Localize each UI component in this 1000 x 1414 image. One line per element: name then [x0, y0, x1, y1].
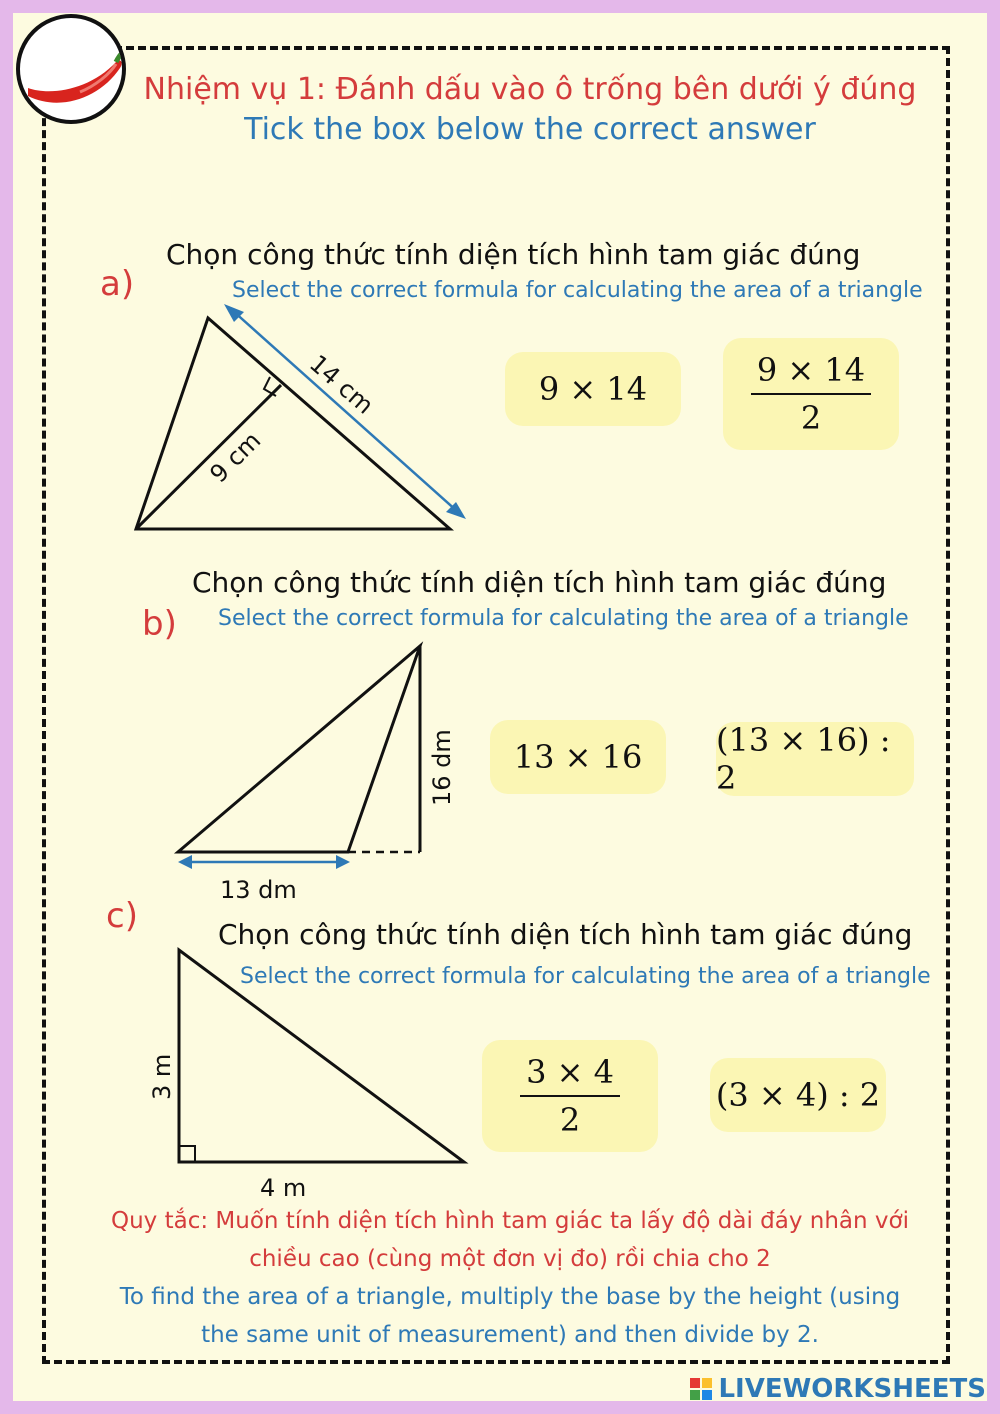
height-label-b: 16 dm — [428, 729, 456, 806]
option-a2-fraction — [751, 351, 871, 437]
fraction-denominator: 2 — [800, 399, 822, 437]
title-english: Tick the box below the correct answer — [244, 112, 816, 147]
fraction-denominator: 2 — [559, 1101, 581, 1139]
option-b1-text: 13 × 16 — [513, 738, 643, 776]
triangle-a-height — [136, 385, 281, 529]
base-dimension-line — [232, 310, 458, 512]
question-b-prompt-en: Select the correct formula for calculating the area of a triangle — [218, 606, 909, 631]
option-a1-text: 9 × 14 — [538, 370, 648, 408]
question-a-prompt-vi: Chọn công thức tính diện tích hình tam giác đúng — [166, 238, 861, 271]
arrow-head-icon — [178, 855, 192, 869]
option-c1-fraction — [520, 1053, 620, 1139]
rule-vi-line1: Quy tắc: Muốn tính diện tích hình tam giác ta lấy độ dài đáy nhân với — [111, 1208, 909, 1234]
option-b2-box[interactable] — [716, 722, 914, 796]
liveworksheets-logo — [690, 1374, 986, 1404]
question-a-letter: a) — [100, 264, 135, 304]
fraction-numerator: 9 × 14 — [751, 351, 871, 395]
triangle-c — [179, 950, 464, 1162]
logo-badge — [16, 14, 126, 124]
option-c2-text: (3 × 4) : 2 — [715, 1076, 881, 1114]
right-angle-mark — [179, 1146, 195, 1162]
option-a2-box[interactable] — [723, 338, 899, 450]
question-c-letter: c) — [106, 896, 138, 936]
height-label-a: 9 cm — [204, 426, 267, 489]
rule-en-line1: To find the area of a triangle, multiply the base by the height (using — [119, 1284, 901, 1310]
question-c-prompt-vi: Chọn công thức tính diện tích hình tam giác đúng — [218, 918, 913, 951]
height-label-c: 3 m — [148, 1053, 176, 1100]
rule-en-line2: the same unit of measurement) and then divide by 2. — [201, 1322, 819, 1348]
option-c1-box[interactable] — [482, 1040, 658, 1152]
triangle-a — [136, 318, 450, 529]
question-a-prompt-en: Select the correct formula for calculating the area of a triangle — [232, 278, 923, 303]
fraction-numerator: 3 × 4 — [520, 1053, 620, 1097]
question-b-prompt-vi: Chọn công thức tính diện tích hình tam giác đúng — [192, 566, 887, 599]
triangle-c-figure — [140, 940, 480, 1205]
option-b1-box[interactable] — [490, 720, 666, 794]
base-label-a: 14 cm — [304, 349, 379, 420]
arrow-head-icon — [336, 855, 350, 869]
base-label-b: 13 dm — [220, 876, 297, 904]
triangle-a-figure — [120, 300, 480, 540]
brand-text: LIVEWORKSHEETS — [718, 1374, 986, 1404]
rule-vi-line2: chiều cao (cùng một đơn vị đo) rồi chia cho 2 — [249, 1246, 771, 1272]
base-label-c: 4 m — [260, 1174, 307, 1202]
triangle-b — [178, 646, 420, 852]
title-vietnamese: Nhiệm vụ 1: Đánh dấu vào ô trống bên dưới ý đúng — [143, 72, 917, 107]
question-c-prompt-en: Select the correct formula for calculating the area of a triangle — [240, 964, 931, 989]
option-b2-text: (13 × 16) : 2 — [716, 721, 891, 797]
triangle-b-figure — [160, 630, 480, 910]
option-a1-box[interactable] — [505, 352, 681, 426]
liveworksheets-icon — [690, 1378, 712, 1400]
question-b-letter: b) — [142, 604, 177, 644]
option-c2-box[interactable] — [710, 1058, 886, 1132]
